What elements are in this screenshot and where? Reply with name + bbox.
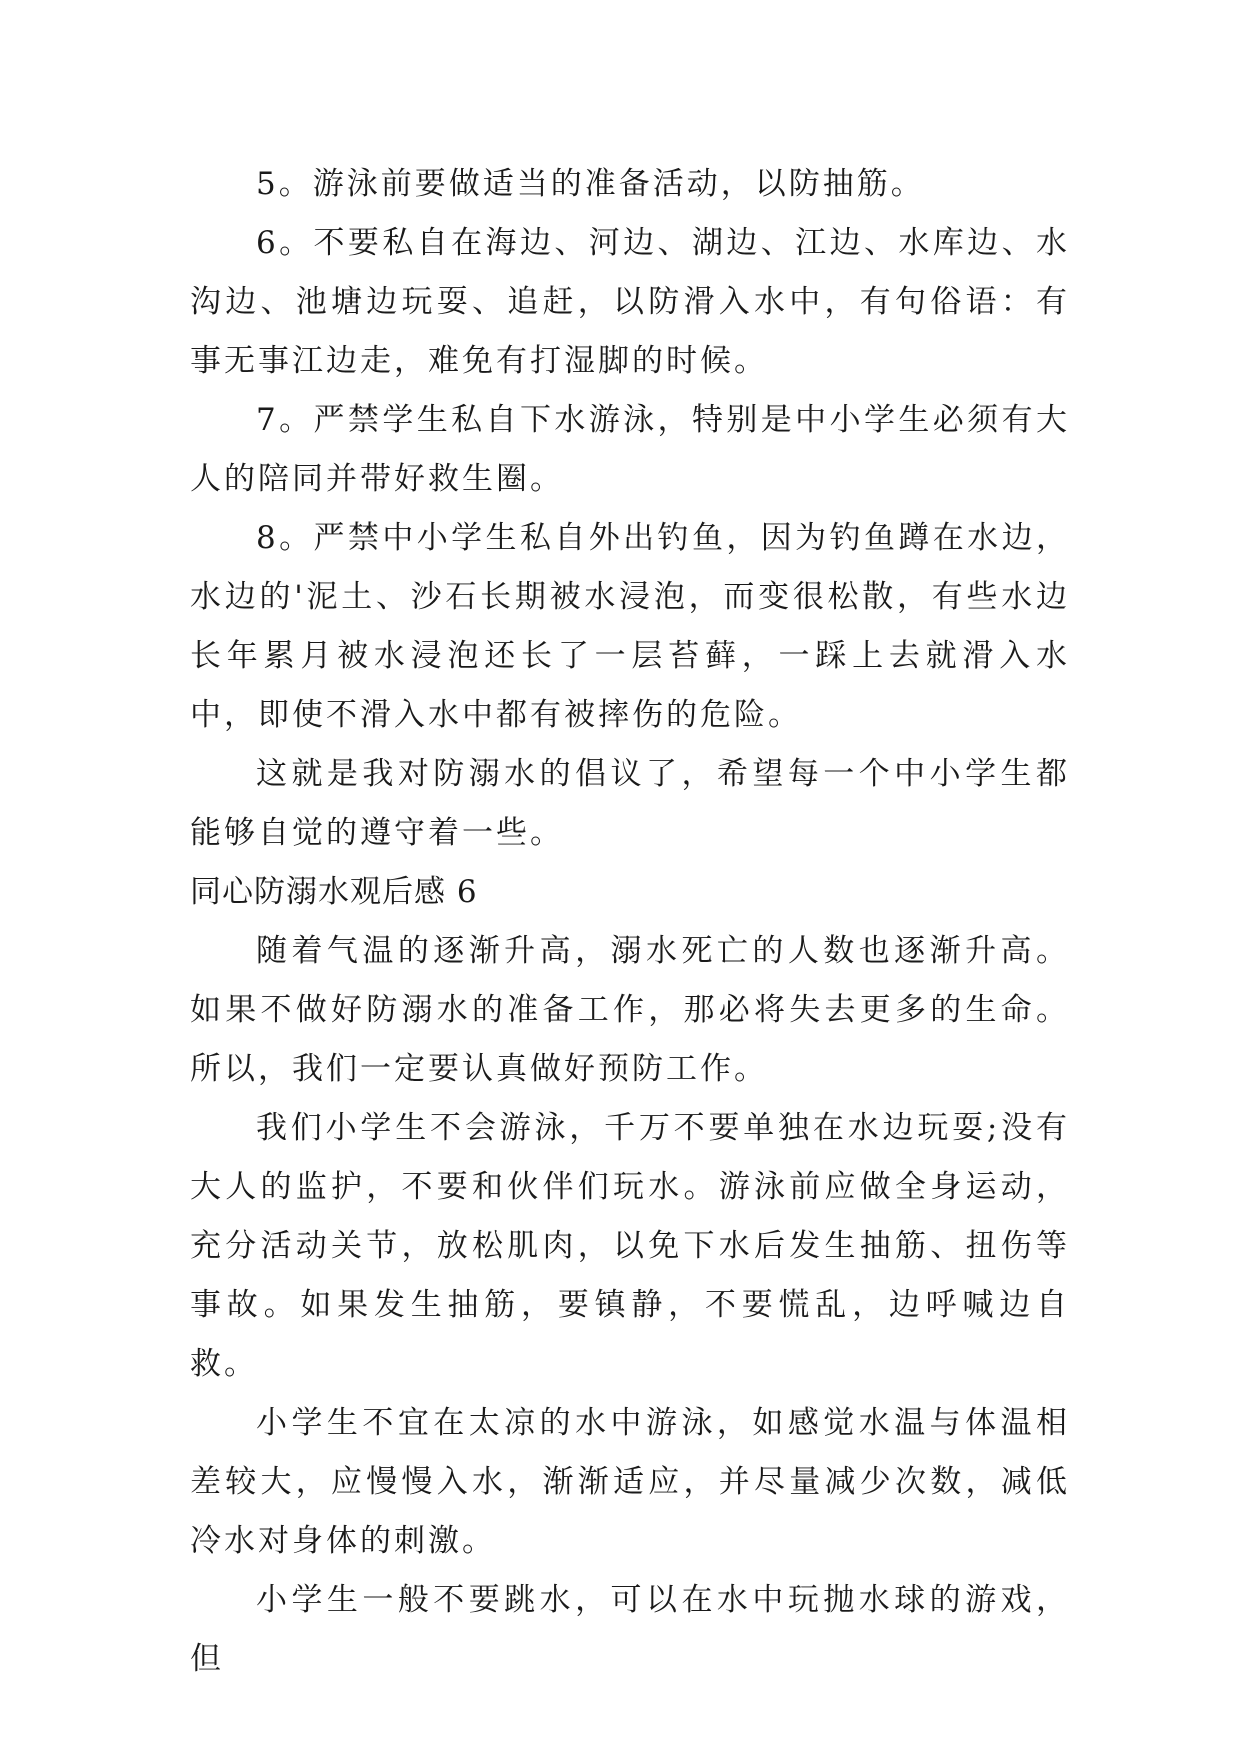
paragraph-water-temperature: 小学生不宜在太凉的水中游泳，如感觉水温与体温相差较大，应慢慢入水，渐渐适应，并尽量减少次数，减低冷水对身体的刺激。 [190, 1405, 1070, 1559]
section-heading: 同心防溺水观后感 6 [190, 874, 478, 910]
paragraph-swimming-safety: 我们小学生不会游泳，千万不要单独在水边玩耍;没有大人的监护，不要和伙伴们玩水。游泳前应做全身运动，充分活动关节，放松肌肉，以免下水后发生抽筋、扭伤等事故。如果发生抽筋，要镇静，不要慌乱，边呼喊边自救。 [190, 1110, 1070, 1382]
paragraph-item-8: 8。严禁中小学生私自外出钓鱼，因为钓鱼蹲在水边，水边的'泥土、沙石长期被水浸泡，而变很松散，有些水边长年累月被水浸泡还长了一层苔藓，一踩上去就滑入水中，即使不滑入水中都有被摔伤的危险。 [190, 520, 1070, 733]
paragraph-intro: 随着气温的逐渐升高，溺水死亡的人数也逐渐升高。如果不做好防溺水的准备工作，那必将失去更多的生命。所以，我们一定要认真做好预防工作。 [190, 933, 1070, 1087]
paragraph-diving: 小学生一般不要跳水，可以在水中玩抛水球的游戏，但 [190, 1582, 1070, 1677]
paragraph-conclusion: 这就是我对防溺水的倡议了，希望每一个中小学生都能够自觉的遵守着一些。 [190, 756, 1070, 851]
paragraph-item-7: 7。严禁学生私自下水游泳，特别是中小学生必须有大人的陪同并带好救生圈。 [190, 402, 1070, 497]
paragraph-item-6: 6。不要私自在海边、河边、湖边、江边、水库边、水沟边、池塘边玩耍、追赶，以防滑入水中，有句俗语：有事无事江边走，难免有打湿脚的时候。 [190, 225, 1070, 379]
paragraph-item-5: 5。游泳前要做适当的准备活动，以防抽筋。 [256, 166, 925, 202]
document-body [190, 155, 1070, 1689]
